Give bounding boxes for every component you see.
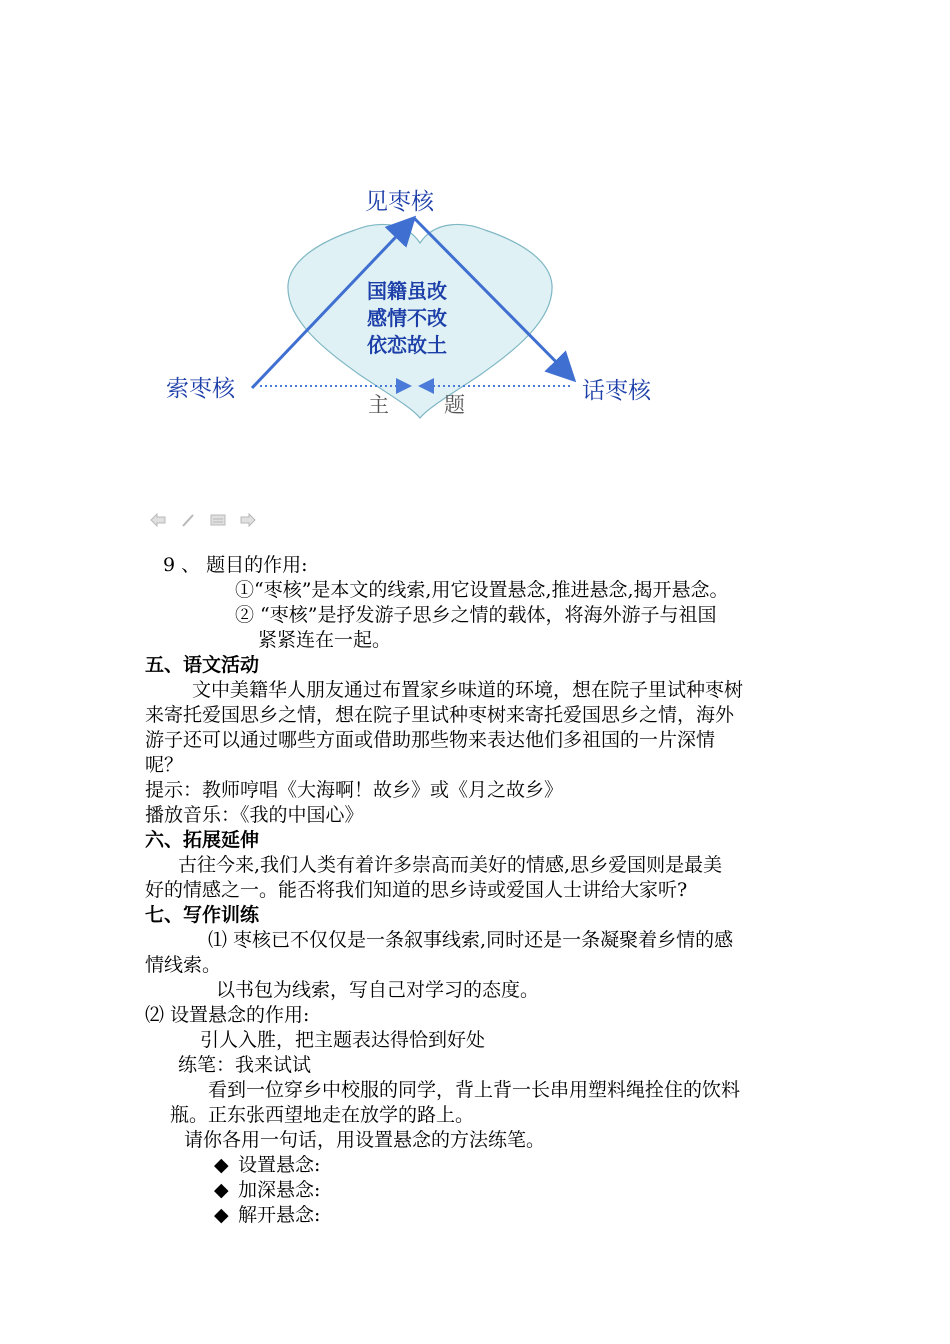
section7-item2: ⑵ 设置悬念的作用:: [145, 1004, 310, 1026]
list-item: [214, 1153, 320, 1177]
diamond-bullet-icon: ◆: [214, 1154, 229, 1176]
section7-scene-line2: 瓶。正东张西望地走在放学的路上。: [170, 1104, 475, 1126]
top-label: 见枣核: [365, 189, 434, 215]
slide-nav-bar: [150, 511, 260, 529]
section9-point2-line1: ② “枣核”是抒发游子思乡之情的载体，将海外游子与祖国: [235, 604, 717, 626]
center-line-2: 感情不改: [367, 306, 447, 330]
section7-item2-answer: 引人入胜，把主题表达得恰到好处: [200, 1029, 486, 1051]
section5-hint: 提示：教师哼唱《大海啊！故乡》或《月之故乡》: [145, 779, 564, 801]
bullet-text-resolve-suspense: 解开悬念:: [238, 1204, 321, 1226]
section7-scene-line1: 看到一位穿乡中校服的同学，背上背一长串用塑料绳拴住的饮料: [208, 1079, 741, 1101]
left-label: 索枣核: [166, 376, 235, 402]
section7-item1-line1: ⑴ 枣核已不仅仅是一条叙事线索,同时还是一条凝聚着乡情的感: [208, 929, 734, 951]
section5-para-line4: 呢？: [145, 754, 184, 776]
section5-para-line2: 来寄托爱国思乡之情，想在院子里试种枣树来寄托爱国思乡之情，海外: [145, 704, 735, 726]
section6-para-line2: 好的情感之一。能否将我们知道的思乡诗或爱国人士讲给大家听?: [145, 879, 688, 901]
diamond-bullet-icon: ◆: [214, 1179, 229, 1201]
center-line-1: 国籍虽改: [367, 279, 447, 303]
bullet-text-deepen-suspense: 加深悬念:: [238, 1179, 321, 1201]
section5-title: 五、语文活动: [145, 654, 260, 676]
section7-title: 七、写作训练: [145, 904, 260, 926]
list-item: [214, 1203, 320, 1227]
diamond-bullet-icon: ◆: [214, 1204, 229, 1226]
menu-icon[interactable]: [210, 513, 226, 527]
pen-icon[interactable]: [180, 513, 196, 527]
section5-para-line1: 文中美籍华人朋友通过布置家乡味道的环境，想在院子里试种枣树: [192, 679, 744, 701]
section7-instruction: 请你各用一句话，用设置悬念的方法练笔。: [184, 1129, 546, 1151]
section6-title: 六、拓展延伸: [145, 829, 260, 851]
section7-practice: 练笔：我来试试: [178, 1054, 312, 1076]
section6-para-line1: 古往今来,我们人类有着许多崇高而美好的情感,思乡爱国则是最美: [178, 854, 723, 876]
back-arrow-icon[interactable]: [150, 513, 166, 527]
right-label: 话枣核: [582, 378, 651, 404]
section9-point1: ①“枣核”是本文的线索,用它设置悬念,推进悬念,揭开悬念。: [235, 579, 729, 601]
section7-task: 以书包为线索，写自己对学习的态度。: [216, 979, 540, 1001]
section9-heading: 9 、 题目的作用:: [163, 554, 308, 576]
forward-arrow-icon[interactable]: [240, 513, 256, 527]
list-item: [214, 1178, 320, 1202]
theme-diagram: [150, 180, 690, 430]
section9-point2-line2: 紧紧连在一起。: [258, 629, 392, 651]
bullet-text-set-suspense: 设置悬念:: [238, 1154, 321, 1176]
section5-para-line3: 游子还可以通过哪些方面或借助那些物来表达他们多祖国的一片深情: [145, 729, 716, 751]
bottom-right-char: 题: [444, 393, 465, 417]
bottom-left-char: 主: [368, 393, 389, 417]
section5-music: 播放音乐：《我的中国心》: [145, 804, 364, 826]
section7-item1-line2: 情线索。: [145, 954, 222, 976]
center-line-3: 依恋故土: [367, 333, 447, 357]
